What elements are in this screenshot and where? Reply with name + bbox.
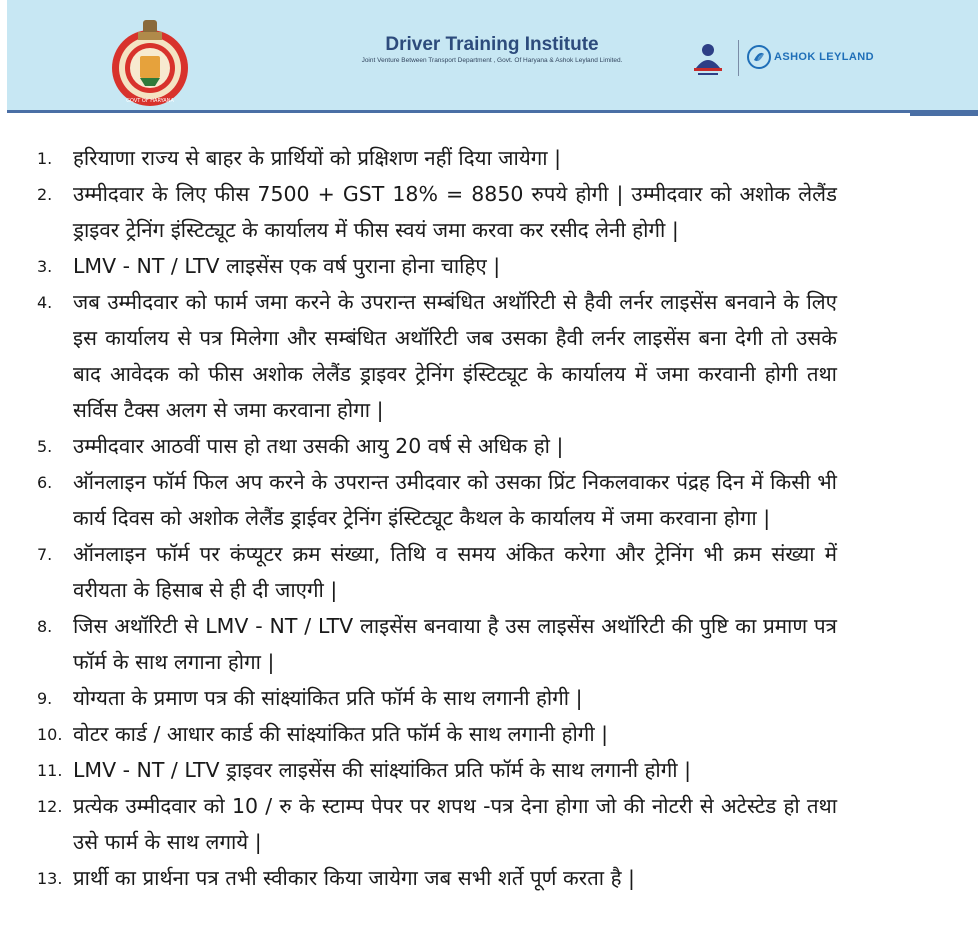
list-item (37, 464, 837, 536)
header-banner (7, 0, 978, 113)
list-item (37, 140, 837, 176)
item-text: उम्मीदवार के लिए फीस 7500 + GST 18% = 8850 रुपये होगी | उम्मीदवार को अशोक लेलैंड ड्राइवर ट्रेनिंग इंस्टिट्यूट के कार्यालय में फीस स्वयं जमा करवा कर रसीद लेनी होगी | (73, 182, 837, 242)
header-accent-rule (910, 113, 978, 116)
ashok-leyland-logo-icon (747, 45, 771, 69)
item-number: 5. (37, 437, 53, 456)
haryana-seal-icon (107, 12, 193, 108)
list-item (37, 536, 837, 608)
list-item (37, 752, 837, 788)
item-number: 8. (37, 617, 53, 636)
item-number: 12. (37, 797, 63, 816)
item-text: उम्मीदवार आठवीं पास हो तथा उसकी आयु 20 वर्ष से अधिक हो | (73, 434, 564, 458)
item-text: LMV - NT / LTV ड्राइवर लाइसेंस की सांक्ष्यांकित प्रति फॉर्म के साथ लगानी होगी | (73, 758, 692, 782)
item-text: प्रार्थी का प्रार्थना पत्र तभी स्वीकार किया जायेगा जब सभी शर्ते पूर्ण करता है | (73, 866, 635, 890)
list-item (37, 284, 837, 428)
item-number: 7. (37, 545, 53, 564)
item-number: 6. (37, 473, 53, 492)
institute-title: Driver Training Institute (385, 34, 599, 55)
item-number: 13. (37, 869, 63, 888)
dti-logo-icon (688, 40, 728, 78)
list-item (37, 716, 837, 752)
list-item (37, 248, 837, 284)
item-number: 4. (37, 293, 53, 312)
list-item (37, 788, 837, 860)
item-number: 1. (37, 149, 53, 168)
ashok-leyland-wordmark: ASHOK LEYLAND (774, 51, 874, 63)
logo-divider (738, 40, 739, 76)
list-item (37, 680, 837, 716)
list-item (37, 428, 837, 464)
list-item (37, 608, 837, 680)
item-text: हरियाणा राज्य से बाहर के प्रार्थियों को प्रक्षिशण नहीं दिया जायेगा | (73, 146, 561, 170)
institute-subtitle: Joint Venture Between Transport Department , Govt. Of Haryana & Ashok Leyland Limited. (361, 57, 623, 64)
list-item (37, 176, 837, 248)
item-number: 11. (37, 761, 63, 780)
item-text: योग्यता के प्रमाण पत्र की सांक्ष्यांकित प्रति फॉर्म के साथ लगानी होगी | (73, 686, 583, 710)
item-text: ऑनलाइन फॉर्म फिल अप करने के उपरान्त उमीदवार को उसका प्रिंट निकलवाकर पंद्रह दिन में किसी भी कार्य दिवस को अशोक लेलैंड ड्राईवर ट्रेनिंग इंस्टिट्यूट कैथल के कार्यालय में जमा करवाना होगा | (73, 470, 837, 530)
item-number: 9. (37, 689, 53, 708)
item-number: 2. (37, 185, 53, 204)
item-number: 3. (37, 257, 53, 276)
list-item (37, 860, 837, 896)
item-text: प्रत्येक उम्मीदवार को 10 / रु के स्टाम्प पेपर पर शपथ -पत्र देना होगा जो की नोटरी से अटेस्टेड हो तथा उसे फार्म के साथ लगाये | (73, 794, 837, 854)
item-text: LMV - NT / LTV लाइसेंस एक वर्ष पुराना होना चाहिए | (73, 254, 501, 278)
svg-text:GOVT OF HARYANA: GOVT OF HARYANA (126, 98, 174, 104)
eligibility-list (0, 140, 978, 896)
item-text: वोटर कार्ड / आधार कार्ड की सांक्ष्यांकित प्रति फॉर्म के साथ लगानी होगी | (73, 722, 609, 746)
item-text: जब उम्मीदवार को फार्म जमा करने के उपरान्त सम्बंधित अथॉरिटी से हैवी लर्नर लाइसेंस बनवाने के लिए इस कार्यालय से पत्र मिलेगा और सम्बंधित अथॉरिटी जब उसका हैवी लर्नर लाइसेंस बना देगी तो उसके बाद आवेदक को फीस अशोक लेलैंड ड्राइवर ट्रेनिंग इंस्टिट्यूट के कार्यालय में जमा करवानी होगी तथा सर्विस टैक्स अलग से जमा करवाना होगा | (73, 290, 837, 422)
item-text: ऑनलाइन फॉर्म पर कंप्यूटर क्रम संख्या, तिथि व समय अंकित करेगा और ट्रेनिंग भी क्रम संख्या में वरीयता के हिसाब से ही दी जाएगी | (73, 542, 837, 602)
item-text: जिस अथॉरिटी से LMV - NT / LTV लाइसेंस बनवाया है उस लाइसेंस अथॉरिटी की पुष्टि का प्रमाण पत्र फॉर्म के साथ लगाना होगा | (73, 614, 837, 674)
item-number: 10. (37, 725, 63, 744)
